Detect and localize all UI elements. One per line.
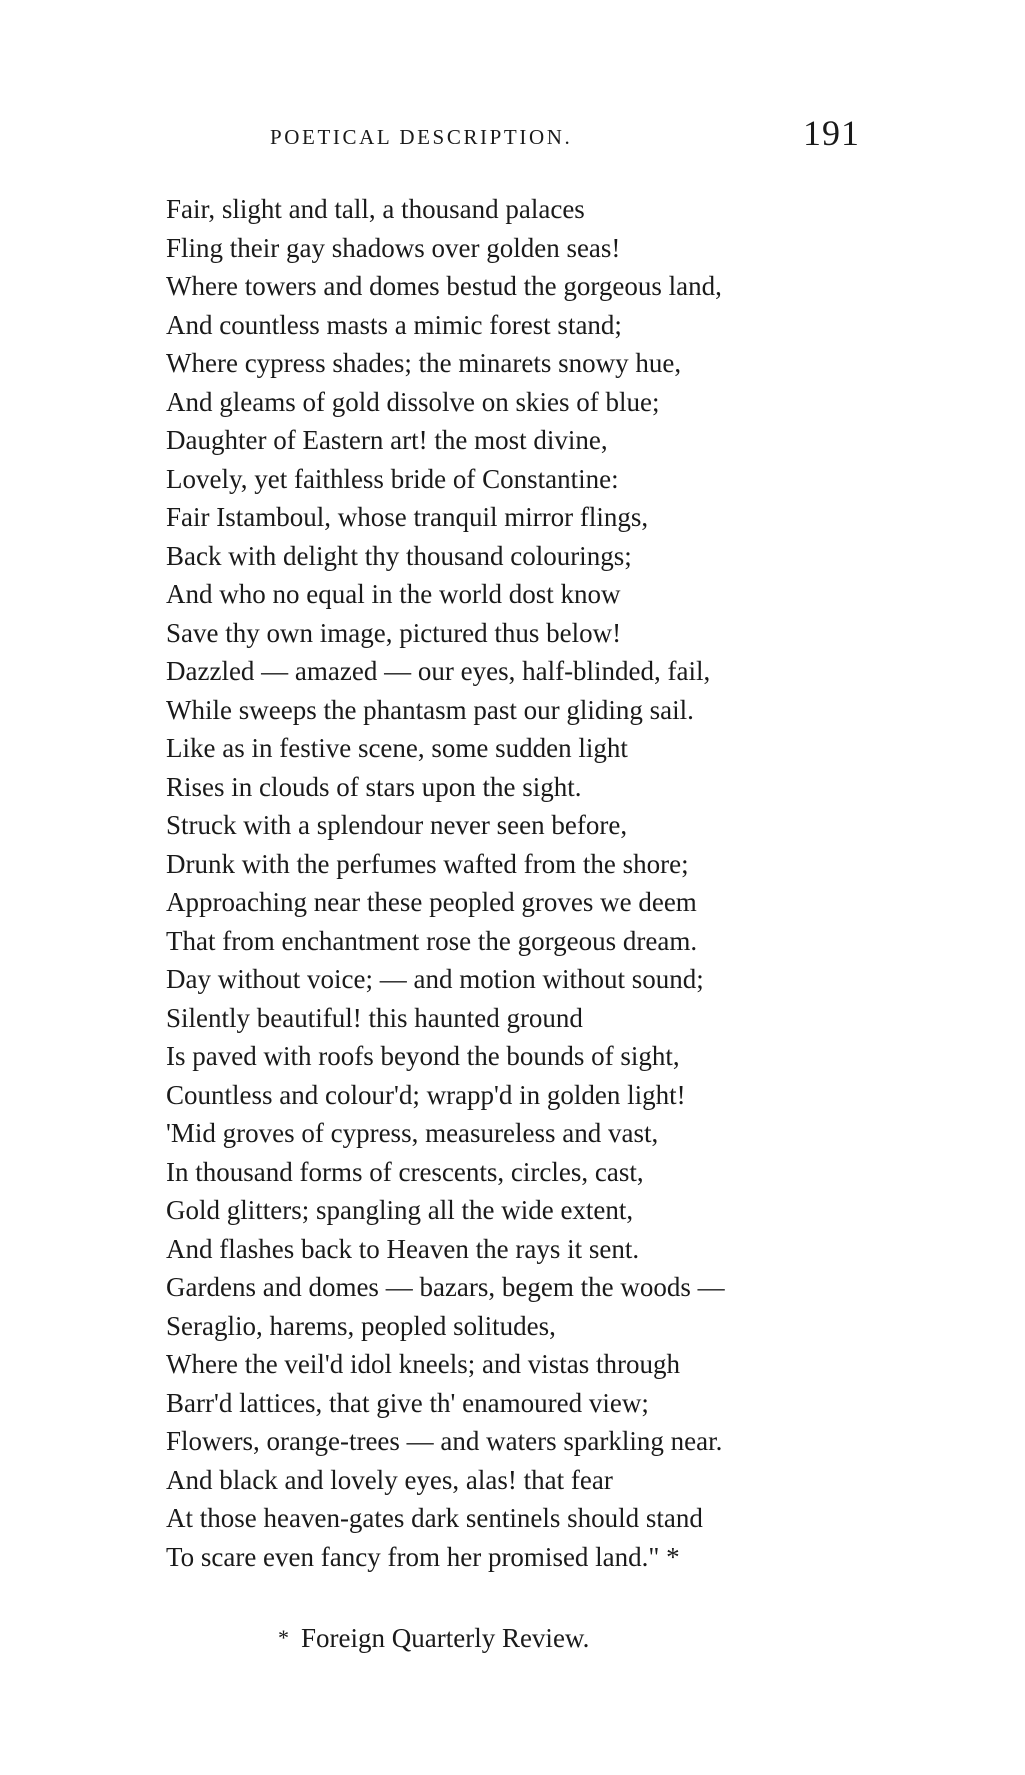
poem-line: Dazzled — amazed — our eyes, half-blinded, fail, <box>166 656 711 686</box>
poem-line: To scare even fancy from her promised land." * <box>166 1541 680 1572</box>
poem-line: Fling their gay shadows over golden seas! <box>166 232 621 263</box>
poem-line: In thousand forms of crescents, circles, cast, <box>166 1156 644 1187</box>
poem-line: Fair, slight and tall, a thousand palaces <box>166 194 585 224</box>
poem-line: Like as in festive scene, some sudden light <box>166 733 628 763</box>
poem-line: And who no equal in the world dost know <box>166 579 621 609</box>
poem-line: Gardens and domes — bazars, begem the woods — <box>166 1272 725 1302</box>
poem-line: Approaching near these peopled groves we deem <box>166 887 697 917</box>
poem-line: Barr'd lattices, that give th' enamoured view; <box>166 1387 649 1418</box>
poem-line: Countless and colour'd; wrapp'd in golden light! <box>166 1079 686 1110</box>
poem-line: Silently beautiful! this haunted ground <box>166 1002 583 1033</box>
footnote-text: Foreign Quarterly Review. <box>301 1623 590 1653</box>
poem-line: And flashes back to Heaven the rays it sent. <box>166 1233 640 1264</box>
poem-line: And black and lovely eyes, alas! that fear <box>166 1464 613 1495</box>
poem-line: Save thy own image, pictured thus below! <box>166 617 622 648</box>
poem <box>166 190 866 1576</box>
page-number: 191 <box>803 113 860 153</box>
poem-line: Flowers, orange-trees — and waters sparkling near. <box>166 1426 723 1456</box>
poem-line: 'Mid groves of cypress, measureless and vast, <box>166 1118 659 1148</box>
poem-line: Lovely, yet faithless bride of Constantine: <box>166 463 619 494</box>
poem-line: Rises in clouds of stars upon the sight. <box>166 771 582 802</box>
poem-line: Day without voice; — and motion without sound; <box>166 964 704 994</box>
poem-line: And countless masts a mimic forest stand; <box>166 309 622 340</box>
footnote-marker: * <box>278 1625 289 1650</box>
poem-line: Where towers and domes bestud the gorgeous land, <box>166 271 722 301</box>
poem-line: Where the veil'd idol kneels; and vistas through <box>166 1349 680 1379</box>
poem-line: Fair Istamboul, whose tranquil mirror flings, <box>166 502 649 532</box>
poem-line: Gold glitters; spangling all the wide extent, <box>166 1195 634 1225</box>
poem-line: While sweeps the phantasm past our gliding sail. <box>166 694 694 725</box>
poem-line: Daughter of Eastern art! the most divine, <box>166 425 608 455</box>
poem-line: Drunk with the perfumes wafted from the shore; <box>166 848 689 879</box>
poem-line: That from enchantment rose the gorgeous dream. <box>166 925 698 956</box>
poem-line: Struck with a splendour never seen before, <box>166 810 628 840</box>
poem-line: Where cypress shades; the minarets snowy hue, <box>166 348 682 378</box>
poem-line: Seraglio, harems, peopled solitudes, <box>166 1310 556 1341</box>
footnote <box>278 1623 589 1654</box>
poem-line: At those heaven-gates dark sentinels should stand <box>166 1503 703 1533</box>
running-title: POETICAL DESCRIPTION. <box>270 125 573 149</box>
poem-line: Back with delight thy thousand colourings; <box>166 540 632 571</box>
poem-line: Is paved with roofs beyond the bounds of sight, <box>166 1041 680 1071</box>
poem-line: And gleams of gold dissolve on skies of blue; <box>166 386 660 417</box>
